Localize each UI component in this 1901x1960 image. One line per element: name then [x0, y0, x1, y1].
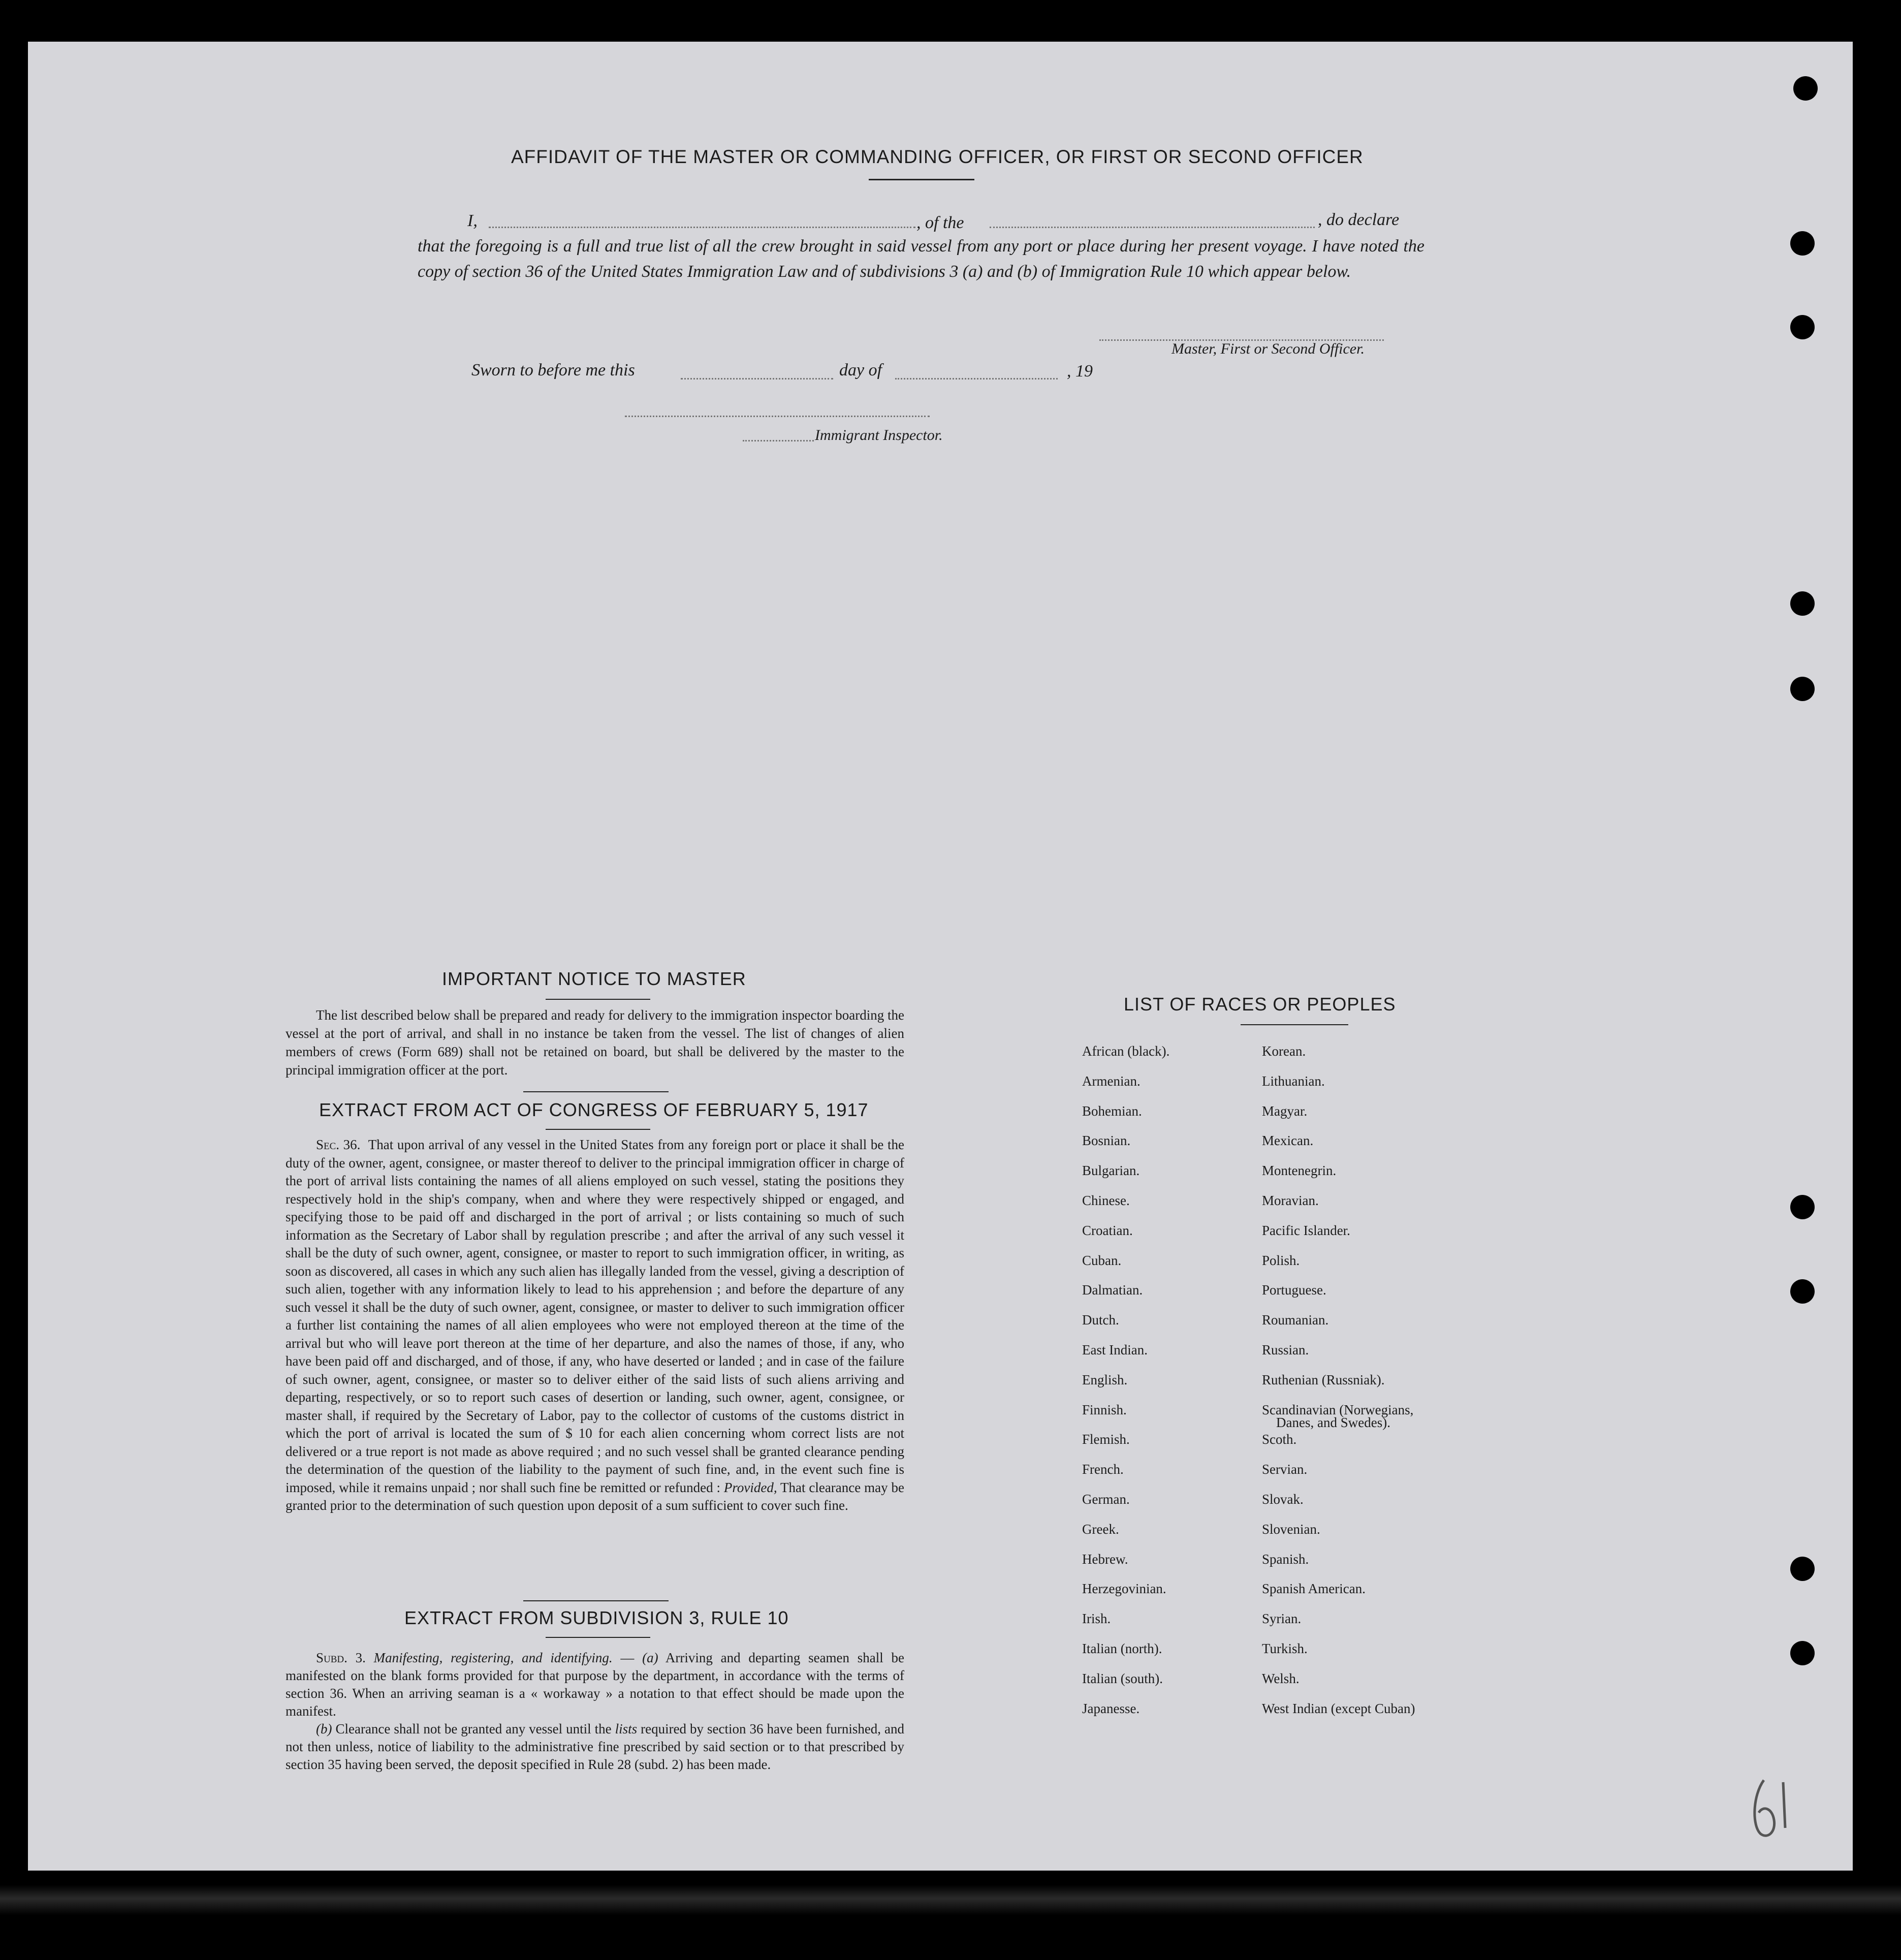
scan-border: [0, 1885, 1901, 1915]
race-item: Polish.: [1262, 1253, 1300, 1268]
affidavit-declare: , do declare: [1318, 210, 1400, 229]
punch-hole: [1790, 315, 1815, 339]
race-item: East Indian.: [1082, 1342, 1148, 1357]
rule-para-b: [286, 1720, 904, 1774]
races-underline: [1241, 1024, 1348, 1025]
punch-hole: [1790, 1195, 1815, 1219]
subd-heading: Manifesting, registering, and identifying.: [373, 1650, 613, 1665]
race-item: Greek.: [1082, 1522, 1119, 1537]
notice-underline: [546, 999, 650, 1000]
race-item: Scoth.: [1262, 1432, 1297, 1447]
rule-extract-title: EXTRACT FROM SUBDIVISION 3, RULE 10: [404, 1607, 789, 1628]
race-item: Roumanian.: [1262, 1312, 1329, 1327]
punch-hole: [1790, 1641, 1815, 1665]
race-item-continuation: Danes, and Swedes).: [1276, 1415, 1390, 1430]
officer-signature-label: Master, First or Second Officer.: [1171, 340, 1365, 357]
race-item: Spanish.: [1262, 1552, 1309, 1567]
inspector-label: Immigrant Inspector.: [815, 427, 943, 444]
inspector-signature-field-2[interactable]: [743, 440, 814, 441]
race-item: Bohemian.: [1082, 1103, 1142, 1119]
notice-title: IMPORTANT NOTICE TO MASTER: [442, 968, 746, 989]
document-page: [28, 42, 1853, 1871]
race-item: French.: [1082, 1462, 1124, 1477]
act-underline: [546, 1129, 650, 1130]
race-item: Japanesse.: [1082, 1701, 1140, 1716]
divider: [523, 1091, 669, 1092]
race-item: Armenian.: [1082, 1073, 1140, 1089]
para-b-start: Clearance shall not be granted any vessel until the: [335, 1721, 612, 1736]
race-item: Croatian.: [1082, 1223, 1133, 1238]
race-item: German.: [1082, 1492, 1130, 1507]
affidavit-i: I,: [467, 211, 478, 230]
act-paragraph: [286, 1136, 904, 1515]
race-item: English.: [1082, 1372, 1128, 1387]
race-item: Finnish.: [1082, 1402, 1127, 1417]
race-item: Turkish.: [1262, 1641, 1308, 1656]
race-item: Italian (north).: [1082, 1641, 1162, 1656]
race-item: Cuban.: [1082, 1253, 1122, 1268]
race-item: Servian.: [1262, 1462, 1308, 1477]
race-item: West Indian (except Cuban): [1262, 1701, 1415, 1716]
punch-hole: [1790, 1557, 1815, 1581]
race-item: Herzegovinian.: [1082, 1581, 1166, 1596]
race-item: Russian.: [1262, 1342, 1309, 1357]
race-item: Dalmatian.: [1082, 1282, 1143, 1298]
title-underline: [869, 179, 974, 180]
punch-hole: [1790, 677, 1815, 701]
affidavit-title: AFFIDAVIT OF THE MASTER OR COMMANDING OFFICER, OR FIRST OR SECOND OFFICER: [511, 146, 1364, 167]
race-item: Ruthenian (Russniak).: [1262, 1372, 1385, 1387]
subd-label: Subd. 3.: [316, 1650, 366, 1665]
para-a-mark: (a): [642, 1650, 658, 1665]
race-item: Mexican.: [1262, 1133, 1314, 1148]
notice-body: [286, 1006, 904, 1079]
race-item: Moravian.: [1262, 1193, 1319, 1208]
vessel-field[interactable]: [990, 227, 1315, 228]
rule-para-a: Subd. 3. Manifesting, registering, and identifying. — (a) Arriving and departing seamen shall be manifested on the blank forms provided for that purpose by the department, in accordance with the terms of section 36. When an arriving seaman is a « workaway » a notation to that effect should be made upon the manifest.: [286, 1650, 905, 1719]
para-b-end: required by section 36 have been furnished, and not then unless, notice of liability to the administrative fine prescribed by said section or to that prescribed by section 35 having been served, the deposit specified in Rule 28 (subd. 2) has been made.: [286, 1721, 905, 1772]
race-item: Chinese.: [1082, 1193, 1130, 1208]
race-item: Bosnian.: [1082, 1133, 1131, 1148]
race-item: Pacific Islander.: [1262, 1223, 1350, 1238]
race-item: Hebrew.: [1082, 1552, 1128, 1567]
sworn-year: , 19: [1067, 362, 1093, 381]
affidavit-body: that the foregoing is a full and true list of all the crew brought in said vessel from any port or place during her present voyage. I have noted the copy of section 36 of the United States Immigration Law and of subdivisions 3 (a) and (b) of Immigration Rule 10 which appear below.: [418, 237, 1424, 281]
para-b-lists: lists: [615, 1721, 638, 1736]
race-item: African (black).: [1082, 1044, 1170, 1059]
race-item: Korean.: [1262, 1044, 1306, 1059]
section-label: Sec. 36.: [316, 1137, 361, 1152]
races-title: LIST OF RACES OR PEOPLES: [1124, 994, 1396, 1015]
rule-underline: [546, 1637, 650, 1638]
race-item: Lithuanian.: [1262, 1073, 1325, 1089]
handwritten-mark: [1748, 1775, 1798, 1841]
punch-hole: [1790, 591, 1815, 616]
race-item: Portuguese.: [1262, 1282, 1326, 1298]
race-item: Irish.: [1082, 1611, 1111, 1626]
race-item: Slovak.: [1262, 1492, 1304, 1507]
race-item: Italian (south).: [1082, 1671, 1163, 1686]
sworn-day-of: day of: [839, 361, 882, 380]
sworn-month-field[interactable]: [895, 378, 1058, 380]
punch-hole: [1793, 76, 1818, 101]
race-item: Flemish.: [1082, 1432, 1130, 1447]
race-item: Scandinavian (Norwegians,: [1262, 1402, 1414, 1417]
act-text-end: That clearance may be granted prior to the determination of such question upon deposit of a sum sufficient to cover such fine.: [286, 1479, 904, 1513]
para-b-mark: (b): [316, 1721, 332, 1736]
act-extract-title: EXTRACT FROM ACT OF CONGRESS OF FEBRUARY 5, 1917: [319, 1099, 869, 1120]
act-text: That upon arrival of any vessel in the United States from any foreign port or place it shall be the duty of the owner, agent, consignee, or master thereof to deliver to the principal immigration officer in charge of the port of arrival lists containing the names of all aliens employed on such vessel, stating the positions they respectively hold in the ship's company, when and where they were respectively shipped or engaged, and specifying those to be paid off and discharged in the port of arrival ; or lists containing so much of such information as the Secretary of Labor shall by regulation prescribe ; and after the arrival of any such vessel it shall be the duty of such owner, agent, consignee, or master to report to such immigration officer, in writing, as soon as discovered, all cases in which any such alien has illegally landed from the vessel, giving a description of such alien, together with any information likely to lead to his apprehension ; and before the departure of any such vessel it shall be the duty of such owner, agent, consignee, or master to deliver to such immigration officer a further list containing the names of all alien employees who were not employed thereon at the time of the arrival but who will leave port thereon at the time of her departure, and also the names of those, if any, who have been paid off and discharged, and of those, if any, who have deserted or landed ; and in case of the failure of such owner, agent, consignee, or master so to deliver either of the said lists of such aliens arriving and departing, respectively, or so to report such cases of desertion or landing, such owner, agent, consignee, or master shall, if required by the Secretary of Labor, pay to the collector of customs of the customs district in which the port of arrival is located the sum of $ 10 for each alien concerning whom correct lists are not delivered or a true report is not made as above required ; and no such vessel shall be granted clearance pending the determination of the question of the liability to the payment of such fine, and, in the event such fine is imposed, while it remains unpaid ; nor shall such fine be remitted or refunded :: [286, 1137, 905, 1495]
para-a-text: Arriving and departing seamen shall be manifested on the blank forms provided for that purpose by the department, in accordance with the terms of section 36. When an arriving seaman is a « workaway » a notation to that effect should be made upon the manifest.: [286, 1650, 905, 1719]
affidavit-of-the: , of the: [916, 213, 964, 232]
race-item: Bulgarian.: [1082, 1163, 1140, 1178]
sworn-prefix: Sworn to before me this: [471, 361, 635, 380]
race-item: Syrian.: [1262, 1611, 1302, 1626]
divider: [523, 1600, 669, 1601]
race-item: Spanish American.: [1262, 1581, 1366, 1596]
name-field[interactable]: [489, 227, 915, 228]
race-item: Welsh.: [1262, 1671, 1300, 1686]
rule-extract-body: [286, 1649, 904, 1774]
race-item: Slovenian.: [1262, 1522, 1320, 1537]
inspector-signature-field[interactable]: [625, 416, 930, 417]
race-item: Magyar.: [1262, 1103, 1308, 1119]
race-item: Dutch.: [1082, 1312, 1119, 1327]
punch-hole: [1790, 231, 1815, 256]
sworn-day-field[interactable]: [681, 378, 833, 380]
provided-word: Provided,: [723, 1479, 777, 1495]
notice-text: The list described below shall be prepared and ready for delivery to the immigration inspector boarding the vessel at the port of arrival, and shall in no instance be taken from the vessel. The list of changes of alien members of crews (Form 689) shall not be retained on board, but shall be delivered by the master to the principal immigration officer at the port.: [286, 1007, 904, 1078]
punch-hole: [1790, 1279, 1815, 1304]
race-item: Montenegrin.: [1262, 1163, 1337, 1178]
act-extract-body: [286, 1136, 904, 1515]
